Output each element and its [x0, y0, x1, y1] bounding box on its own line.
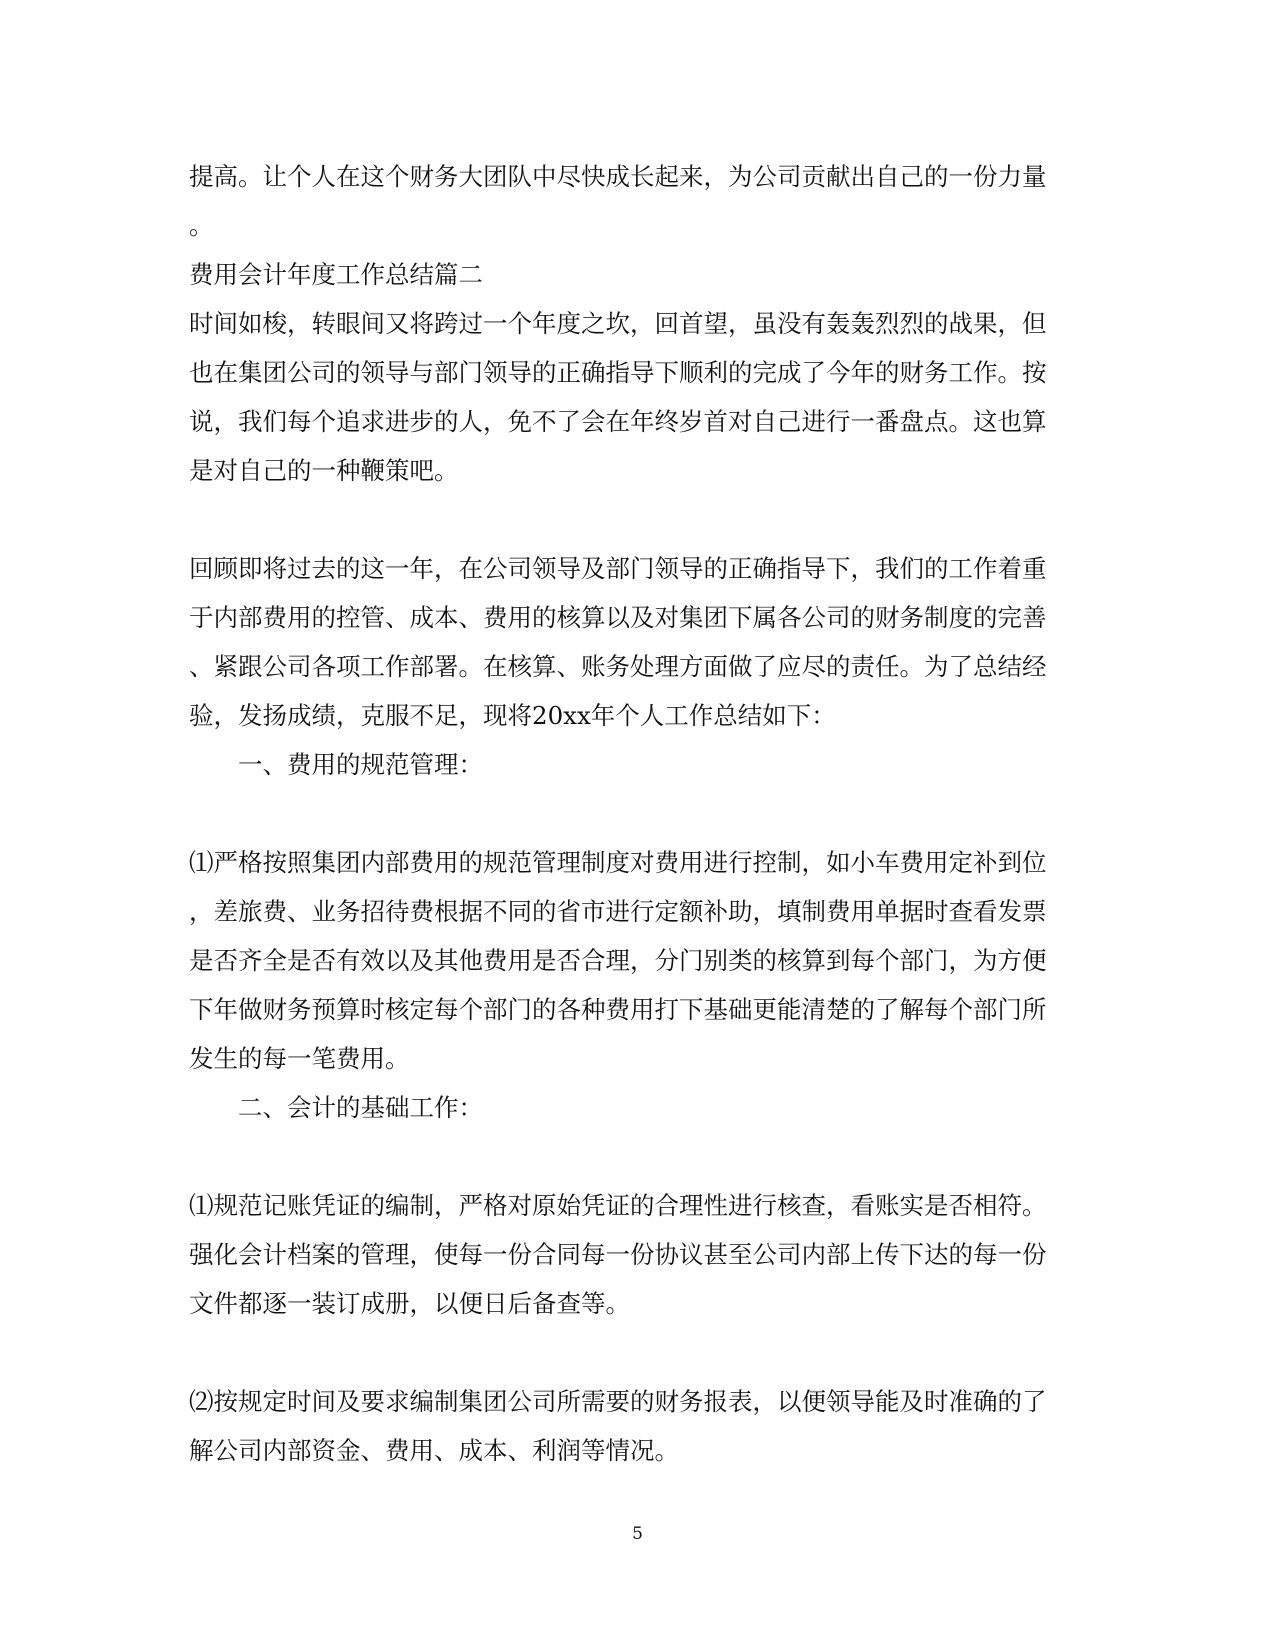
- text-line: 发生的每一笔费用。: [189, 1044, 410, 1073]
- text-line: 文件都逐一装订成册，以便日后备查等。: [189, 1289, 630, 1318]
- text-line: 强化会计档案的管理，使每一份合同每一份协议甚至公司内部上传下达的每一份: [189, 1240, 1047, 1269]
- text-line: ⑴规范记账凭证的编制，严格对原始凭证的合理性进行核查，看账实是否相符。: [189, 1191, 1047, 1220]
- text-line: 下年做财务预算时核定每个部门的各种费用打下基础更能清楚的了解每个部门所: [189, 995, 1047, 1024]
- paragraph-gap: [189, 495, 1079, 544]
- text-line: 是对自己的一种鞭策吧。: [189, 456, 459, 485]
- paragraph-gap: [189, 1132, 1079, 1181]
- text-line: 解公司内部资金、费用、成本、利润等情况。: [189, 1436, 679, 1465]
- page-number: 5: [632, 1524, 643, 1544]
- body-text: [189, 152, 1079, 1475]
- text-line: 回顾即将过去的这一年，在公司领导及部门领导的正确指导下，我们的工作着重: [189, 554, 1047, 583]
- text-line: 、紧跟公司各项工作部署。在核算、账务处理方面做了应尽的责任。为了总结经: [189, 652, 1047, 681]
- text-line: ，差旅费、业务招待费根据不同的省市进行定额补助，填制费用单据时查看发票: [189, 897, 1047, 926]
- section-title: 费用会计年度工作总结篇二: [189, 260, 483, 289]
- text-line: 于内部费用的控管、成本、费用的核算以及对集团下属各公司的财务制度的完善: [189, 603, 1047, 632]
- text-line: 是否齐全是否有效以及其他费用是否合理，分门别类的核算到每个部门，为方便: [189, 946, 1047, 975]
- text-line: 。: [189, 211, 214, 240]
- text-line: 验，发扬成绩，克服不足，现将20xx年个人工作总结如下：: [189, 701, 836, 730]
- text-line: 也在集团公司的领导与部门领导的正确指导下顺利的完成了今年的财务工作。按: [189, 358, 1047, 387]
- text-line: ⑵按规定时间及要求编制集团公司所需要的财务报表，以便领导能及时准确的了: [189, 1387, 1047, 1416]
- text-line: 时间如梭，转眼间又将跨过一个年度之坎，回首望，虽没有轰轰烈烈的战果，但: [189, 309, 1047, 338]
- subheading: 二、会计的基础工作：: [238, 1093, 483, 1122]
- paragraph-gap: [189, 1328, 1079, 1377]
- text-line: ⑴严格按照集团内部费用的规范管理制度对费用进行控制，如小车费用定补到位: [189, 848, 1047, 877]
- subheading: 一、费用的规范管理：: [238, 750, 483, 779]
- text-line: 说，我们每个追求进步的人，免不了会在年终岁首对自己进行一番盘点。这也算: [189, 407, 1047, 436]
- paragraph-gap: [189, 789, 1079, 838]
- text-line: 提高。让个人在这个财务大团队中尽快成长起来，为公司贡献出自己的一份力量: [189, 162, 1047, 191]
